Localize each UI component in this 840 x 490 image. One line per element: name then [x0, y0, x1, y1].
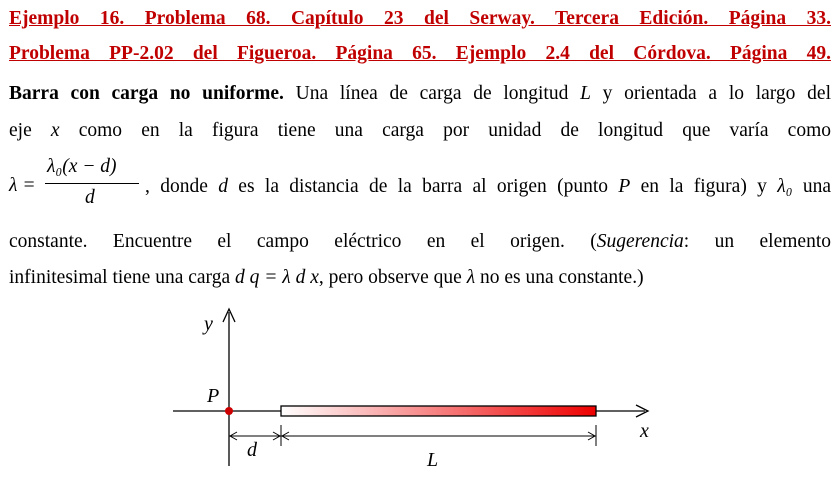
- formula-numerator: λ₀(x − d): [47, 156, 117, 177]
- text-run: como en la figura tiene una carga por unidad de longitud que varía como: [59, 120, 831, 141]
- bold-lead: Barra con carga no uniforme.: [9, 83, 284, 104]
- text-run: , pero observe que: [318, 267, 467, 288]
- L-label: L: [427, 449, 439, 471]
- text-run: Una línea de carga de longitud: [283, 83, 581, 104]
- charge-equation: d q = λ d x: [234, 267, 319, 288]
- charged-rod: [281, 406, 596, 416]
- text-run: infinitesimal tiene una carga: [9, 267, 235, 288]
- origin-label: P: [207, 385, 220, 407]
- title-line-2: Problema PP-2.02 del Figueroa. Página 65. Ejemplo 2.4 del Córdova. Página 49.: [9, 43, 831, 64]
- var-x: x: [50, 120, 60, 141]
- title-line-1: Ejemplo 16. Problema 68. Capítulo 23 del Serway. Tercera Edición. Página 33.: [9, 8, 831, 29]
- var-L: L: [580, 83, 591, 104]
- text-run: y orientada a lo largo del: [590, 83, 831, 104]
- formula-denominator: d: [85, 187, 95, 208]
- text-run: constante. Encuentre el campo eléctrico en el origen. (: [9, 231, 597, 252]
- d-label: d: [247, 439, 257, 461]
- formula-lhs: λ =: [9, 175, 36, 196]
- sugerencia-label: Sugerencia: [596, 231, 684, 252]
- var-P: P: [618, 176, 631, 197]
- text-run: no es una constante.): [475, 267, 644, 288]
- text-run: en la figura) y: [630, 176, 778, 197]
- var-lambda: λ: [466, 267, 476, 288]
- text-run: es la distancia de la barra al origen (punto: [227, 176, 619, 197]
- var-lambda0: λ₀: [777, 176, 793, 197]
- var-d: d: [218, 176, 228, 197]
- x-axis-label: x: [640, 420, 649, 442]
- text-run: eje: [9, 120, 51, 141]
- text-run: : un elemento: [683, 231, 831, 252]
- text-run: , donde: [145, 176, 219, 197]
- y-axis-label: y: [204, 313, 213, 335]
- text-run: una: [792, 176, 831, 197]
- origin-point: [225, 407, 233, 415]
